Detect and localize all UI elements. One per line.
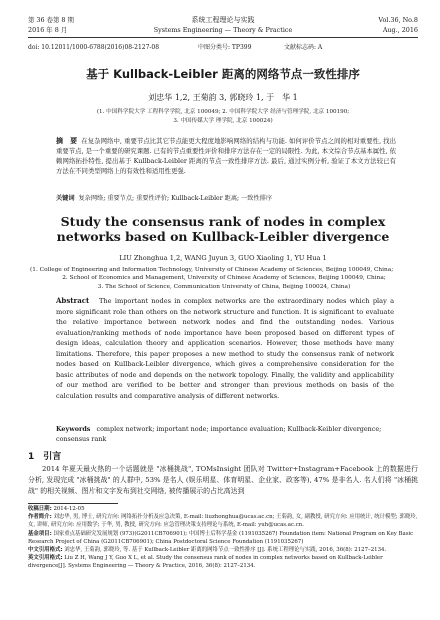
footnote-text: 2014-12-05 xyxy=(53,506,85,512)
abstract-label-cn: 摘 要 xyxy=(56,137,78,145)
keywords-label-en: Keywords xyxy=(56,425,91,433)
abstract-text-en: The important nodes in complex networks are the extraordinary nodes which play a more significant role than others on the network structure and function. It is significant to evaluate the relative importance between network nodes and find the outstanding nodes. Various evaluation/ranking methods of node importance have been proposed based on different types of design ideas, calculation theory and application scenarios. However, those methods have many limitations. Therefore, this paper proposes a new method to study the consensus rank of network nodes based on Kullback-Leibler divergence, which gives a comprehensive consideration for the basic attributes of node and depends on the network topology. Finally, the validity and applicability of our method are verified to be better and stronger than previous methods on basis of the calculation results and comparative analysis of different networks. xyxy=(56,297,394,400)
affiliation-line: 3. 中国传媒大学 理学院, 北京 100024) xyxy=(173,117,273,124)
keywords-text-cn: 复杂网络; 重要节点; 重要性评价; Kullback-Leibler 距离; 一致性排序 xyxy=(78,195,273,202)
footnote-author-bio xyxy=(28,513,418,529)
document-code: 文献标志码: A xyxy=(284,44,323,51)
affiliation-line: (1. 中国科学院大学 工程科学学院, 北京 100049; 2. 中国科学院大学 经济与管理学院, 北京 100190; xyxy=(96,109,350,115)
header-rule xyxy=(28,37,418,38)
section-body xyxy=(28,464,418,497)
section-body-text: 2014 年夏天最火热的一个话题就是 "冰桶挑战", TOMsInsight 团队对 Twitter+Instagram+Facebook 上的数据进行分析, 发现完成 "冰桶挑战" 的人群中, 53% 是名人 (娱乐明星、体育明星、企业家、政客等), 47% 是非名人. 名人们将 "冰桶挑战" 的相关视频、图片和文字发布到社交网络, 被传播展示的占比高达到 xyxy=(28,465,418,495)
volume-en: Vol.36, No.8 xyxy=(378,16,418,24)
authors-cn: 刘忠华 1,2, 王菊韵 3, 郭晓玲 1, 于 华 1 xyxy=(148,93,298,102)
volume-cn: 第 36 卷第 8 期 xyxy=(28,16,74,24)
affiliation-line: (1. College of Engineering and Information Technology, University of Chinese Academy of Sciences, Beijing 100049, China; xyxy=(30,267,394,273)
keywords-en xyxy=(56,424,394,444)
affiliation-line: 3. The School of Science, Communication University of China, Beijing 100024, China) xyxy=(97,283,351,290)
footnote-citation-en xyxy=(28,554,418,570)
keywords-cn xyxy=(56,194,396,203)
clc-number: 中图分类号: TP399 xyxy=(198,44,252,51)
footnote-text: Liu Z H, Wang J Y, Guo X L, et al. Study the consensus rank of nodes in complex networks based on Kullback-Leibler divergence[J]. Systems Engineering — Theory & Practice, 2016, 36(8): 2127–2134. xyxy=(28,555,383,570)
keywords-label-cn: 关键词 xyxy=(56,195,75,202)
affiliation-line: 2. School of Economics and Management, University of Chinese Academy of Sciences, Beijing 100049, China; xyxy=(62,275,386,282)
footnote-text: 刘忠华, 男, 博士, 研究方向: 网络拓扑分析及应急决策, E-mail: liuzhonghua@ucas.ac.cn; 王菊韵, 女, 副教授, 研究方向: 应用统计, 统计模型; 郭晓玲, 女, 讲师, 研究方向: 应用数学; 于华, 男, 教授, 研究方向: 应急管理决策支持理论与系统, E-mail: yuh@ucas.ac.cn. xyxy=(28,514,418,529)
footnote-text: 国家重点基础研究发展规划 (973)(G2011CB706901); 中国博士后科学基金 (1191035267) Foundation item: National Program on Key Basic Research Project of China (G2011CB706901); China Postdoctoral Science Foundation (1191035267) xyxy=(28,530,414,545)
footnote-text: 刘忠华, 王菊韵, 郭晓玲, 等. 基于 Kullback-Leibler 距离的网络节点一致性排序 [J]. 系统工程理论与实践, 2016, 36(8): 2127–2134. xyxy=(64,547,387,554)
abstract-en xyxy=(56,296,394,401)
footnote-label: 中文引用格式: xyxy=(28,547,63,554)
section-heading-introduction: 1 引言 xyxy=(28,452,62,462)
footnote-funding xyxy=(28,530,418,546)
abstract-cn xyxy=(56,136,396,176)
affiliations-cn xyxy=(28,108,418,125)
footnote-citation-cn xyxy=(28,546,418,554)
date-en: Aug., 2016 xyxy=(382,26,418,34)
footnote-label: 基金项目: xyxy=(28,530,52,537)
footnote-label: 收稿日期: xyxy=(28,506,52,512)
footnote-label: 英文引用格式: xyxy=(28,555,63,562)
doi: doi: 10.12011/1000-6788(2016)08-2127-08 xyxy=(28,44,160,51)
footnote-label: 作者简介: xyxy=(28,514,52,521)
keywords-text-en: complex network; important node; importance evaluation; Kullback-Keibler divergence; consensus rank xyxy=(56,425,382,443)
authors-en: LIU Zhonghua 1,2, WANG Juyun 3, GUO Xiaoling 1, YU Hua 1 xyxy=(119,254,327,262)
abstract-text-cn: 在复杂网络中, 重要节点比其它节点能更大程度地影响网络的结构与功能. 如何评价节点之间的相对重要性, 找出重要节点, 是一个重要的研究课题. 已有的节点重要性评价和排序方法存在一定的局限性. 为此, 本文综合节点基本属性, 依赖网络拓扑特性, 提出基于 Kullback-Leibler 距离的节点一致性排序方法. 最后, 通过实例分析, 验证了本文方法较已有方法在不同类型网络上的有效性和适用性更强. xyxy=(56,137,396,175)
affiliations-en xyxy=(30,266,418,291)
journal-name-cn: 系统工程理论与实践 xyxy=(191,16,255,24)
footnote-rule xyxy=(28,503,118,504)
journal-name-en: Systems Engineering — Theory & Practice xyxy=(153,26,293,34)
title-cn: 基于 Kullback-Leibler 距离的网络节点一致性排序 xyxy=(86,67,360,81)
footnotes xyxy=(28,505,418,571)
date-cn: 2016 年 8 月 xyxy=(28,26,68,34)
title-en: Study the consensus rank of nodes in complex networks based on Kullback-Leibler divergence xyxy=(56,214,390,244)
footnote-received xyxy=(28,505,418,513)
abstract-label-en: Abstract xyxy=(56,296,90,305)
